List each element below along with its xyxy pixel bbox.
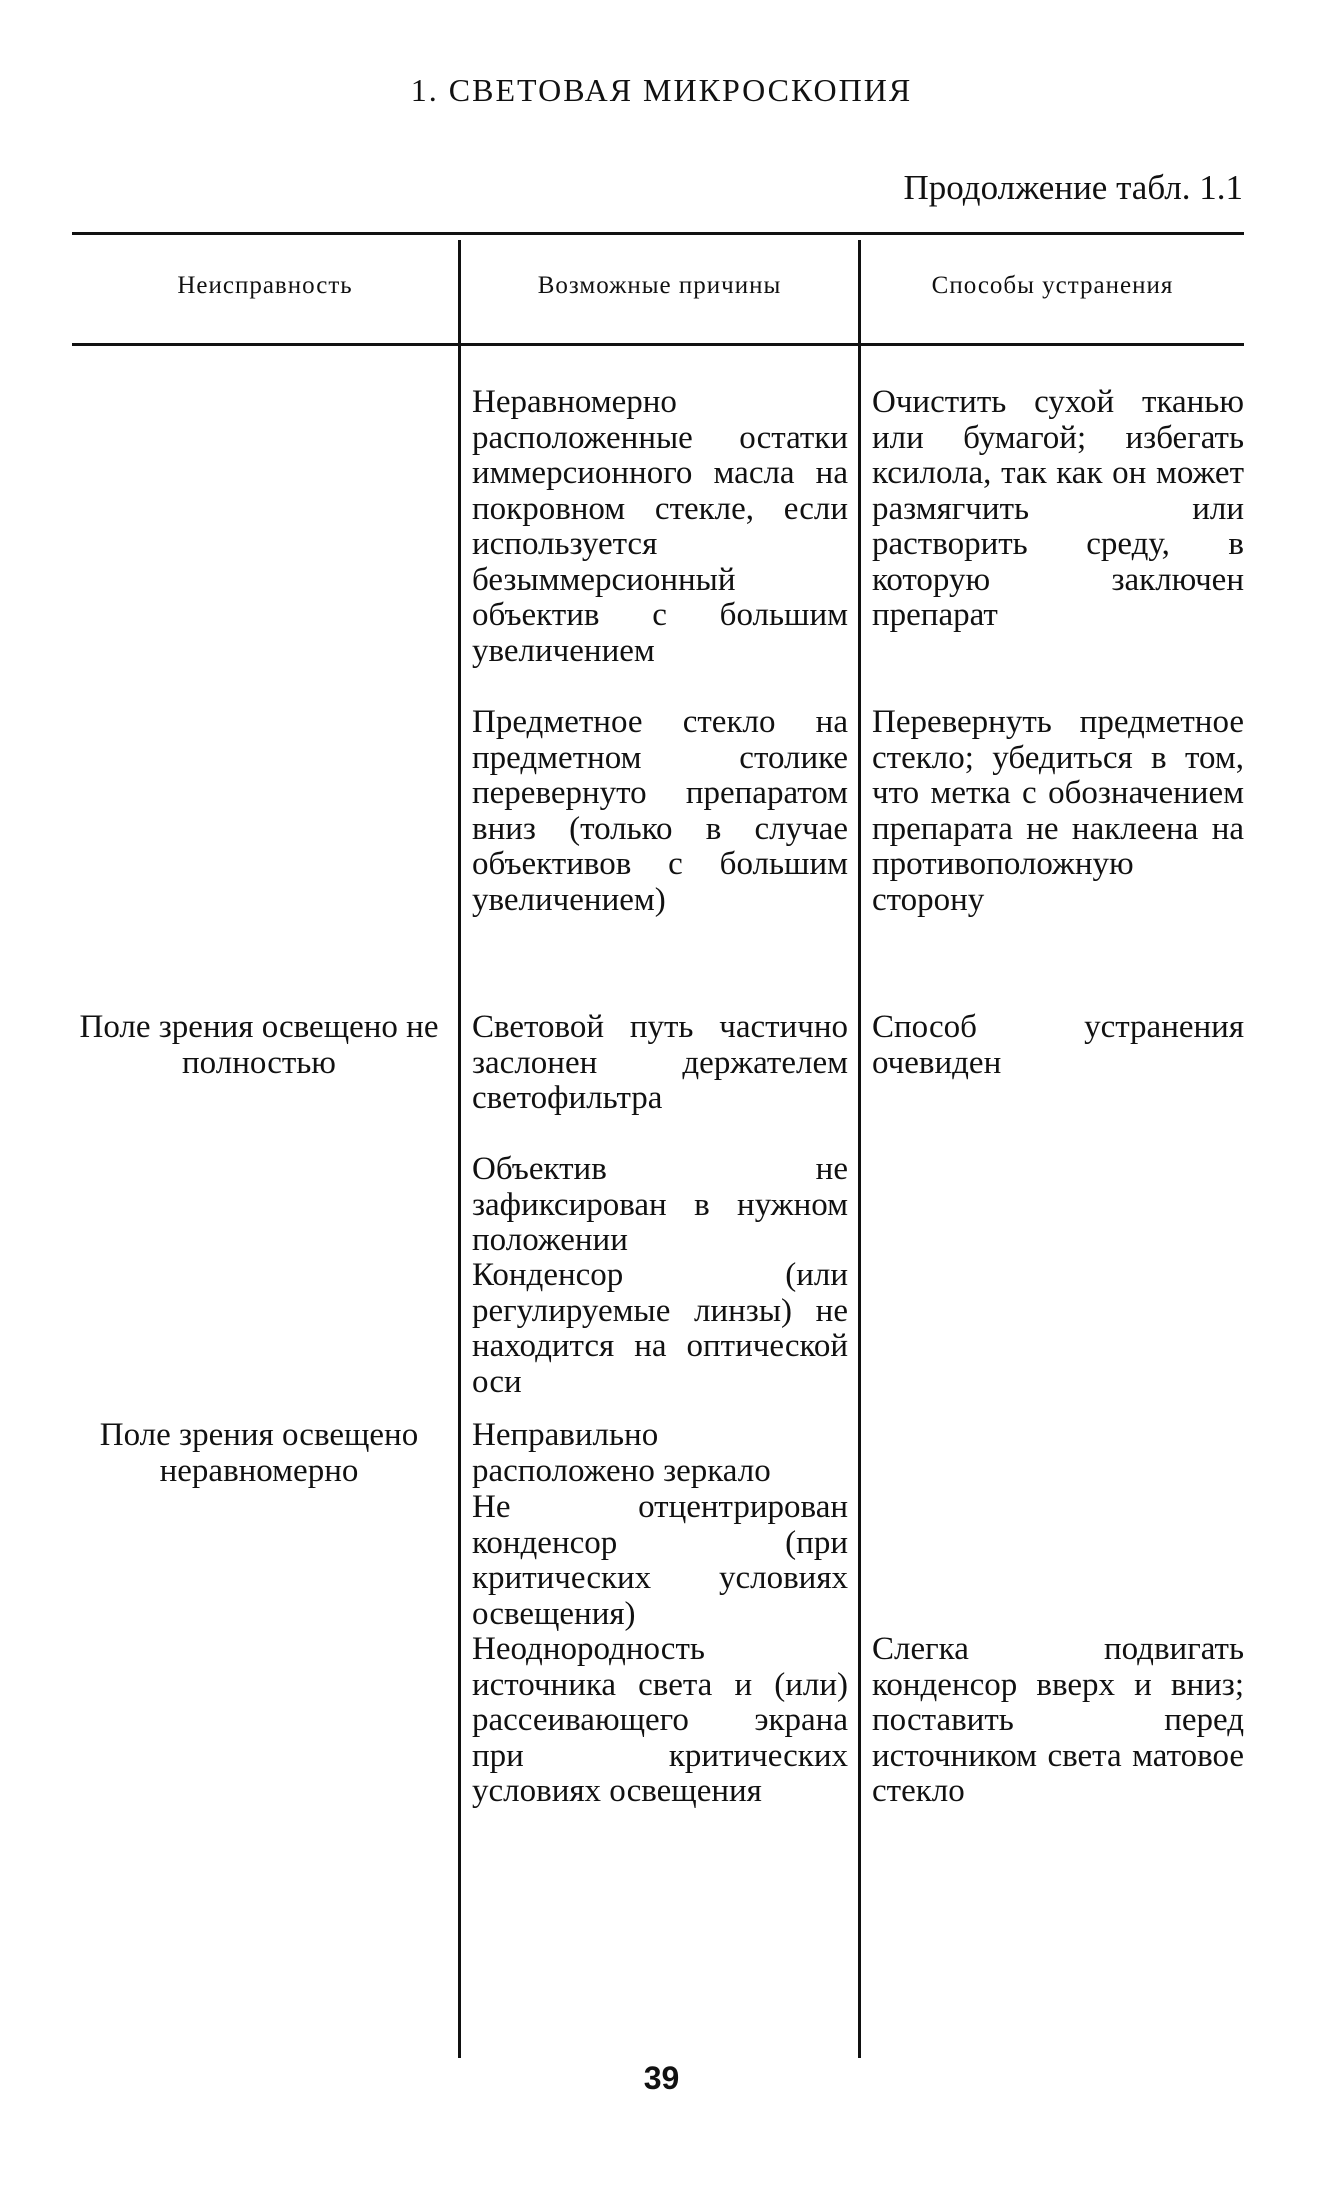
row-3-remedy: Способ устранения очевиден — [872, 1009, 1244, 1081]
row-6-cause: Неправильно расположено зеркало — [472, 1417, 771, 1489]
row-3-cause: Световой путь частично заслонен держателем светофильтра — [472, 1009, 848, 1116]
row-6-fault: Поле зрения освещено неравномерно — [99, 1417, 419, 1489]
row-2-remedy: Перевернуть предметное стекло; убедиться в том, что метка с обозначением препарата не наклеена на противоположную сторону — [872, 704, 1244, 918]
page-number: 39 — [643, 2060, 680, 2096]
row-2-cause: Предметное стекло на предметном столике перевернуто препаратом вниз (только в случае объективов с большим увеличением) — [472, 704, 848, 918]
row-1-remedy: Очистить сухой тканью или бумагой; избегать ксилола, так как он может размягчить или растворить среду, в которую заключен препарат — [872, 384, 1244, 633]
table-continuation-label: Продолжение табл. 1.1 — [903, 168, 1243, 207]
column-divider-2 — [858, 240, 861, 2058]
row-3-fault: Поле зрения освещено не полностью — [79, 1009, 439, 1081]
row-7-cause: Не отцентрирован конденсор (при критических условиях освещения) — [472, 1489, 848, 1632]
header-causes: Возможные причины — [537, 272, 782, 299]
page-title: 1. СВЕТОВАЯ МИКРОСКОПИЯ — [410, 72, 913, 108]
header-fault: Неисправность — [177, 272, 353, 299]
table-header-rule — [72, 343, 1244, 346]
row-5-cause: Конденсор (или регулируемые линзы) не находится на оптической оси — [472, 1257, 848, 1400]
column-divider-1 — [458, 240, 461, 2058]
table-top-rule — [72, 232, 1244, 235]
row-8-remedy: Слегка подвигать конденсор вверх и вниз; поставить перед источником света матовое стекло — [872, 1631, 1244, 1809]
row-8-cause: Неоднородность источника света и (или) рассеивающего экрана при критических условиях освещения — [472, 1631, 848, 1809]
row-4-cause: Объектив не зафиксирован в нужном положении — [472, 1151, 848, 1258]
header-remedies: Способы устранения — [931, 272, 1174, 299]
row-1-cause: Неравномерно расположенные остатки иммерсионного масла на покровном стекле, если используется безыммерсионный объектив с большим увеличением — [472, 384, 848, 669]
